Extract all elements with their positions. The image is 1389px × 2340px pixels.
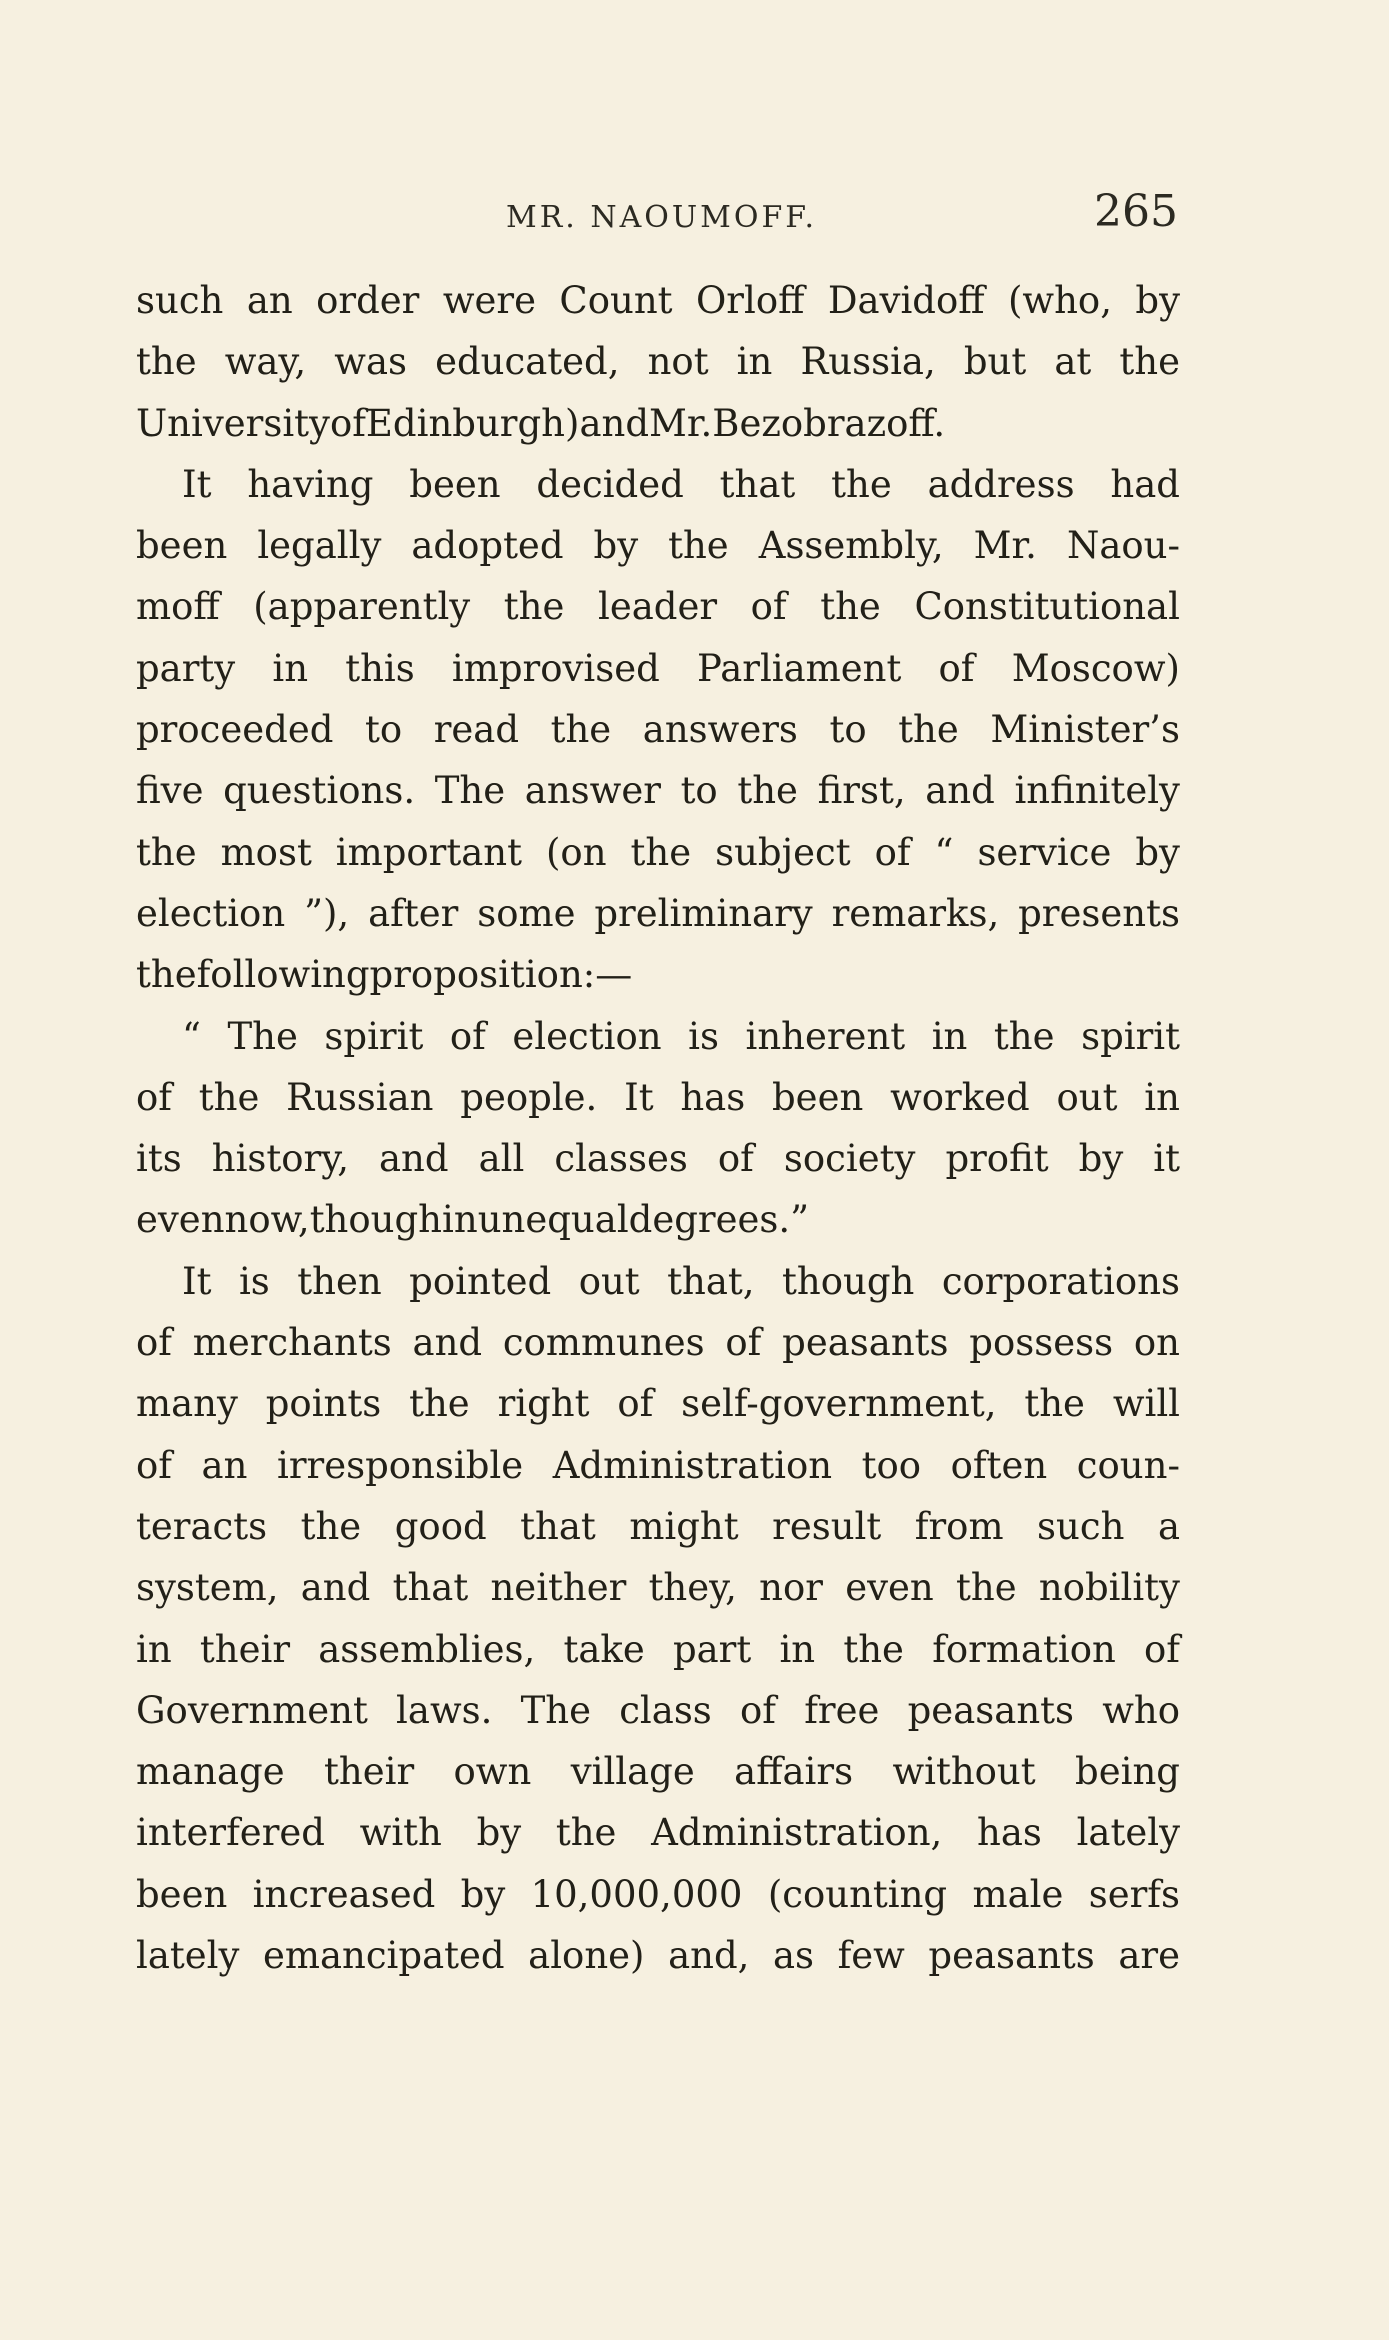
word: being	[1075, 1750, 1180, 1794]
word: has	[680, 1075, 746, 1119]
word: to	[365, 708, 403, 752]
word: the	[503, 585, 565, 629]
word: manage	[136, 1750, 285, 1794]
word: University	[136, 401, 330, 445]
word: unequal	[477, 1198, 629, 1242]
word: to	[680, 769, 718, 813]
word: affairs	[734, 1750, 854, 1794]
text-line	[136, 1067, 1180, 1128]
text-line	[136, 331, 1180, 392]
word: the	[300, 1504, 362, 1548]
word: the	[956, 1566, 1017, 1610]
word: out	[578, 1259, 640, 1303]
word: people.	[460, 1075, 598, 1119]
word: the	[1024, 1382, 1085, 1426]
word: increased	[252, 1872, 436, 1916]
text-line	[136, 1619, 1180, 1680]
word: (counting	[767, 1872, 948, 1916]
word: and	[925, 769, 995, 813]
word: result	[772, 1504, 882, 1548]
text-line	[136, 576, 1180, 637]
word: Assembly,	[758, 524, 944, 568]
word: moff	[136, 585, 220, 629]
word: its	[136, 1137, 182, 1181]
word: answers	[642, 708, 798, 752]
word: the	[898, 708, 959, 752]
word: has	[977, 1811, 1042, 1855]
word: been	[409, 462, 501, 506]
word: now,	[224, 1198, 310, 1242]
text-line	[136, 760, 1180, 821]
word: serfs	[1088, 1872, 1180, 1916]
word: in	[736, 340, 773, 384]
word: society	[783, 1137, 916, 1181]
word: presents	[1018, 891, 1180, 935]
text-line	[136, 1006, 1180, 1067]
word: spirit	[324, 1014, 424, 1058]
word: corporations	[941, 1259, 1180, 1303]
word: points	[265, 1382, 382, 1426]
word: in	[931, 1014, 968, 1058]
word: from	[914, 1504, 1004, 1548]
text-line	[136, 454, 1180, 515]
text-line	[136, 944, 1180, 1005]
word: to	[829, 708, 867, 752]
word: though	[782, 1259, 915, 1303]
word: following	[196, 953, 370, 997]
body-text	[136, 270, 1180, 1986]
word: first,	[817, 769, 906, 813]
word: that,	[667, 1259, 755, 1303]
word: neither	[490, 1566, 627, 1610]
word: important	[335, 830, 522, 874]
word: nobility	[1038, 1566, 1180, 1610]
word: even	[845, 1566, 934, 1610]
word: system,	[136, 1566, 279, 1610]
word: Russia,	[800, 340, 936, 384]
word: in	[442, 1198, 478, 1242]
word: were	[442, 279, 536, 322]
word: with	[359, 1811, 442, 1855]
text-line	[136, 1802, 1180, 1863]
word: leader	[598, 585, 718, 629]
word: of	[874, 830, 911, 874]
word: without	[892, 1750, 1036, 1794]
word: this	[345, 646, 415, 690]
word: not	[647, 340, 709, 384]
word: of	[1144, 1627, 1180, 1671]
word: of	[329, 401, 366, 445]
text-line	[136, 883, 1180, 944]
word: and,	[668, 1934, 750, 1978]
word: male	[972, 1872, 1064, 1916]
word: out	[1056, 1075, 1118, 1119]
word: village	[570, 1750, 695, 1794]
word: the	[831, 462, 892, 506]
word: The	[520, 1688, 591, 1732]
word: formation	[932, 1627, 1116, 1671]
word: and	[412, 1321, 483, 1365]
word: Administration,	[651, 1811, 943, 1855]
text-line	[136, 1741, 1180, 1802]
word: the	[630, 830, 692, 874]
word: on	[1133, 1321, 1180, 1365]
word: of	[136, 1443, 172, 1487]
word: answer	[524, 769, 661, 813]
word: in	[779, 1627, 816, 1671]
word: The	[227, 1014, 298, 1058]
word: It	[624, 1075, 654, 1119]
word: merchants	[192, 1321, 392, 1365]
word: :—	[582, 953, 633, 997]
word: might	[629, 1504, 739, 1548]
word: been	[136, 1872, 228, 1916]
text-line	[136, 1435, 1180, 1496]
word: of	[750, 585, 787, 629]
word: by	[460, 1872, 506, 1916]
word: was	[334, 340, 407, 384]
word: possess	[969, 1321, 1114, 1365]
word: in	[136, 1627, 172, 1671]
word: of	[136, 1321, 172, 1365]
word: peasants	[907, 1688, 1074, 1732]
word: questions.	[223, 769, 416, 813]
word: the	[993, 1014, 1055, 1058]
word: inherent	[745, 1014, 906, 1058]
text-line	[136, 1864, 1180, 1925]
word: Bezobrazoff.	[712, 401, 946, 445]
word: (on	[545, 830, 607, 874]
word: own	[453, 1750, 532, 1794]
word: infinitely	[1014, 769, 1180, 813]
word: are	[1118, 1934, 1180, 1978]
text-line	[136, 1189, 1180, 1250]
word: such	[1037, 1504, 1125, 1548]
word: in	[272, 646, 309, 690]
word: (who,	[1007, 279, 1112, 322]
running-head	[136, 186, 1180, 246]
word: improvised	[451, 646, 660, 690]
word: Edinburgh)	[365, 401, 580, 445]
text-line	[136, 515, 1180, 576]
word: the	[1119, 340, 1180, 384]
word: few	[837, 1934, 905, 1978]
word: the	[550, 708, 612, 752]
word: but	[963, 340, 1027, 384]
word: Government	[136, 1688, 368, 1732]
word: it	[1153, 1137, 1180, 1181]
word: the	[668, 524, 729, 568]
text-line	[136, 1251, 1180, 1312]
word: pointed	[409, 1259, 552, 1303]
word: too	[861, 1443, 922, 1487]
word: proposition	[369, 953, 583, 997]
word: that	[392, 1566, 469, 1610]
word: Count	[559, 279, 673, 322]
word: 10,000,000	[530, 1872, 743, 1916]
word: in	[1144, 1075, 1180, 1119]
word: history,	[211, 1137, 349, 1181]
word: good	[394, 1504, 487, 1548]
word: address	[927, 462, 1075, 506]
word: by	[1078, 1137, 1124, 1181]
word: an	[246, 279, 293, 322]
text-line	[136, 1557, 1180, 1618]
word: been	[772, 1075, 864, 1119]
word: the	[737, 769, 798, 813]
word: nor	[759, 1566, 823, 1610]
word: Davidoff	[827, 279, 985, 322]
word: take	[563, 1627, 645, 1671]
word: It	[182, 1259, 212, 1303]
word: alone)	[528, 1934, 645, 1978]
word: of	[617, 1382, 654, 1426]
word: that	[520, 1504, 596, 1548]
text-line	[136, 699, 1180, 760]
word: having	[247, 462, 374, 506]
word: their	[199, 1627, 291, 1671]
word: The	[434, 769, 506, 813]
word: Mr.	[973, 524, 1037, 568]
word: of	[449, 1014, 486, 1058]
word: Orloff	[695, 279, 805, 322]
word: Russian	[286, 1075, 434, 1119]
word: Parliament	[696, 646, 902, 690]
word: Constitutional	[914, 585, 1180, 629]
word: profit	[945, 1137, 1049, 1181]
word: Moscow)	[1011, 646, 1180, 690]
word: (apparently	[253, 585, 471, 629]
word: as	[772, 1934, 815, 1978]
word: Minister’s	[990, 708, 1180, 752]
text-line	[136, 822, 1180, 883]
word: legally	[257, 524, 382, 568]
word: who	[1102, 1688, 1180, 1732]
word: classes	[554, 1137, 688, 1181]
word: the	[136, 340, 197, 384]
word: subject	[715, 830, 851, 874]
word: then	[297, 1259, 382, 1303]
text-line	[136, 638, 1180, 699]
word: right	[497, 1382, 590, 1426]
word: of	[717, 1137, 754, 1181]
word: of	[136, 1075, 172, 1119]
word: emancipated	[262, 1934, 505, 1978]
word: remarks,	[831, 891, 1000, 935]
word: and	[300, 1566, 371, 1610]
text-line	[136, 1373, 1180, 1434]
word: way,	[224, 340, 307, 384]
word: by	[1135, 279, 1180, 322]
word: ”),	[304, 891, 350, 935]
word: after	[368, 891, 459, 935]
word: adopted	[411, 524, 564, 568]
text-line	[136, 1496, 1180, 1557]
word: by	[476, 1811, 522, 1855]
word: they,	[648, 1566, 737, 1610]
word: read	[433, 708, 520, 752]
text-line	[136, 1312, 1180, 1373]
word: such	[136, 279, 224, 322]
word: that	[719, 462, 796, 506]
word: the	[843, 1627, 904, 1671]
word: self-government,	[681, 1382, 997, 1426]
word: educated,	[435, 340, 620, 384]
word: proceeded	[136, 708, 334, 752]
word: peasants	[782, 1321, 949, 1365]
word: spirit	[1081, 1014, 1180, 1058]
word: Naou-	[1066, 524, 1180, 568]
word: class	[619, 1688, 712, 1732]
word: worked	[890, 1075, 1030, 1119]
text-line	[136, 1925, 1180, 1986]
word: will	[1112, 1382, 1180, 1426]
word: Administration	[552, 1443, 833, 1487]
word: interfered	[136, 1811, 325, 1855]
word: election	[136, 891, 286, 935]
word: service	[977, 830, 1112, 874]
word: irresponsible	[277, 1443, 524, 1487]
word: had	[1110, 462, 1180, 506]
word: by	[1135, 830, 1180, 874]
text-line	[136, 270, 1180, 331]
word: at	[1054, 340, 1092, 384]
word: teracts	[136, 1504, 268, 1548]
word: assemblies,	[318, 1627, 536, 1671]
word: is	[688, 1014, 719, 1058]
word: the	[555, 1811, 617, 1855]
word: lately	[1076, 1811, 1180, 1855]
word: even	[136, 1198, 225, 1242]
word: an	[201, 1443, 248, 1487]
text-line	[136, 393, 1180, 454]
word: by	[593, 524, 639, 568]
word: order	[316, 279, 420, 322]
word: the	[409, 1382, 470, 1426]
word: most	[220, 830, 312, 874]
word: often	[950, 1443, 1048, 1487]
word: “	[182, 1014, 201, 1058]
word: degrees.”	[628, 1198, 810, 1242]
word: peasants	[928, 1934, 1095, 1978]
running-title: MR. NAOUMOFF.	[506, 200, 817, 235]
word: been	[136, 524, 228, 568]
text-line	[136, 1128, 1180, 1189]
word: “	[934, 830, 954, 874]
word: five	[136, 769, 204, 813]
word: a	[1157, 1504, 1180, 1548]
word: all	[478, 1137, 525, 1181]
word: the	[136, 953, 197, 997]
word: part	[672, 1627, 752, 1671]
word: free	[804, 1688, 880, 1732]
word: election	[512, 1014, 662, 1058]
word: the	[198, 1075, 260, 1119]
word: the	[820, 585, 881, 629]
text-line	[136, 1680, 1180, 1741]
word: and	[579, 401, 650, 445]
word: though	[309, 1198, 443, 1242]
word: coun-	[1076, 1443, 1180, 1487]
word: some	[477, 891, 576, 935]
word: is	[238, 1259, 270, 1303]
word: their	[324, 1750, 415, 1794]
word: the	[136, 830, 197, 874]
word: of	[740, 1688, 776, 1732]
word: decided	[536, 462, 684, 506]
word: communes	[502, 1321, 705, 1365]
word: It	[182, 462, 212, 506]
word: of	[938, 646, 975, 690]
word: and	[379, 1137, 449, 1181]
word: of	[725, 1321, 762, 1365]
word: Mr.	[649, 401, 713, 445]
page-number: 265	[1094, 186, 1178, 237]
word: party	[136, 646, 236, 690]
word: laws.	[396, 1688, 493, 1732]
word: many	[136, 1382, 238, 1426]
word: preliminary	[594, 891, 813, 935]
word: lately	[136, 1934, 240, 1978]
